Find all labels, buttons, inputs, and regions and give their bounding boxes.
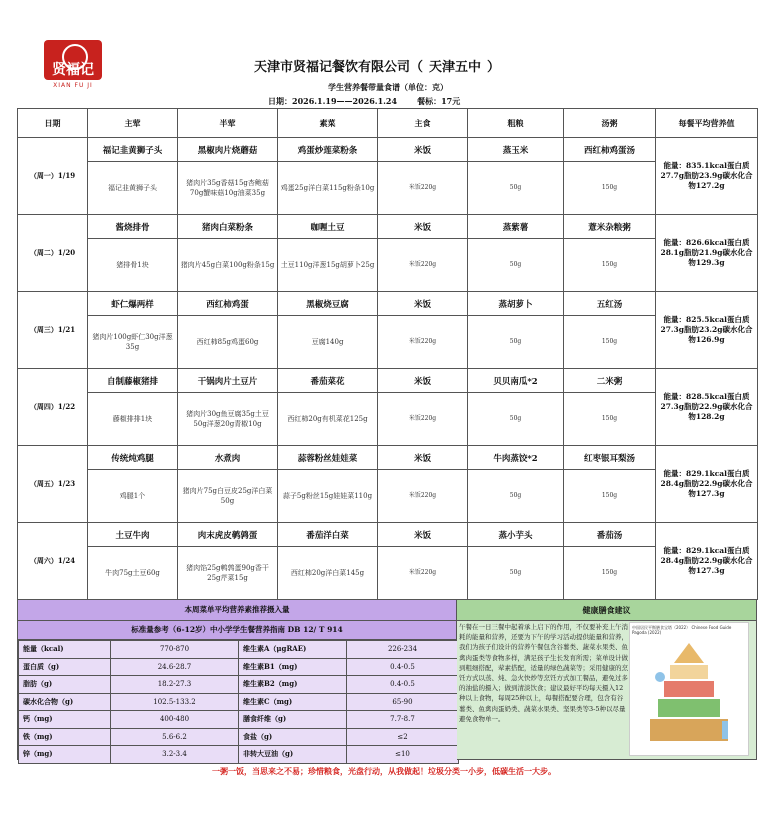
day-date: （周四）1/22 [18,369,88,446]
nutrient-range: 65-90 [347,693,459,711]
day-date: （周二）1/20 [18,215,88,292]
menu-table [17,108,758,600]
logo-badge [44,40,102,80]
day-nutrition: 能量：825.5kcal蛋白质27.3g脂肪23.2g碳水化合物126.9g [656,292,758,369]
day-date: （周五）1/23 [18,446,88,523]
nutrition-standard-table [18,640,459,764]
page-title [248,56,500,75]
col-header-coarse-grain: 粗粮 [468,109,564,138]
ingredient-coarse-grain: 50g [468,470,564,523]
standard-row [19,746,459,764]
dish-coarse-grain: 蒸紫薯 [468,215,564,239]
ingredient-coarse-grain: 50g [468,393,564,446]
menu-body [18,138,758,600]
title-company: 天津市贤福记餐饮有限公司（ [254,60,424,75]
day-nutrition: 能量：829.1kcal蛋白质28.4g脂肪22.9g碳水化合物127.3g [656,446,758,523]
nutrient-range: 0.4-0.5 [347,676,459,694]
dish-staple: 米饭 [378,523,468,547]
dish-half-meat: 黑椒肉片烧蘑菇 [178,138,278,162]
ingredient-coarse-grain: 50g [468,162,564,215]
ingredient-soup: 150g [564,470,656,523]
dish-vegetable: 鸡蛋炒莲菜粉条 [278,138,378,162]
nutrient-label: 维生素A（μgRAE) [239,641,347,659]
dish-soup: 番茄汤 [564,523,656,547]
ingredient-half-meat: 西红柿85g鸡蛋60g [178,316,278,369]
day-ingredient-row [18,470,758,523]
nutrient-label: 维生素B1（mg) [239,658,347,676]
dish-vegetable: 蒜蓉粉丝娃娃菜 [278,446,378,470]
standard-heading: 本周菜单平均营养素推荐摄入量 [18,600,456,621]
nutrition-standard-panel [17,599,457,760]
page-subtitle: 学生营养餐带量食谱（单位：克） [328,82,448,92]
day-nutrition: 能量：828.5kcal蛋白质27.3g脂肪22.9g碳水化合物128.2g [656,369,758,446]
title-school: 天津五中 [429,60,482,75]
dish-vegetable: 咖喱土豆 [278,215,378,239]
nutrient-range: 102.5-133.2 [111,693,239,711]
dish-soup: 红枣银耳梨汤 [564,446,656,470]
day-dish-row [18,292,758,316]
day-nutrition: 能量：829.1kcal蛋白质28.4g脂肪22.9g碳水化合物127.3g [656,523,758,600]
ingredient-main-meat: 藤椒排排1块 [88,393,178,446]
nutrient-label: 钙（mg) [19,711,111,729]
ingredient-half-meat: 猪肉片45g白菜100g粉条15g [178,239,278,292]
menu-header-row [18,109,758,138]
dish-vegetable: 番茄菜花 [278,369,378,393]
dish-coarse-grain: 蒸小芋头 [468,523,564,547]
day-dish-row [18,369,758,393]
nutrient-range: 0.4-0.5 [347,658,459,676]
nutrition-standard-body [19,641,459,764]
dish-vegetable: 番茄洋白菜 [278,523,378,547]
nutrient-label: 非转大豆油（g) [239,746,347,764]
ingredient-main-meat: 牛肉75g土豆60g [88,547,178,600]
dish-half-meat: 猪肉白菜粉条 [178,215,278,239]
nutrient-label: 维生素C（mg) [239,693,347,711]
ingredient-soup: 150g [564,316,656,369]
day-dish-row [18,138,758,162]
col-header-vegetable: 素菜 [278,109,378,138]
bottom-section [17,599,757,760]
ingredient-coarse-grain: 50g [468,316,564,369]
dish-main-meat: 自制藤椒猪排 [88,369,178,393]
nutrient-label: 碳水化合物（g) [19,693,111,711]
ingredient-half-meat: 猪肉片75g白豆皮25g洋白菜50g [178,470,278,523]
day-ingredient-row [18,162,758,215]
ingredient-half-meat: 猪肉片30g鱼豆腐35g土豆50g洋葱20g青椒10g [178,393,278,446]
pagoda-illustration-icon [630,637,748,755]
ingredient-coarse-grain: 50g [468,239,564,292]
col-header-half-meat: 半荤 [178,109,278,138]
logo-subtext: XIAN FU JI [53,82,93,89]
ingredient-vegetable: 西红柿20g洋白菜145g [278,547,378,600]
ingredient-coarse-grain: 50g [468,547,564,600]
standard-row [19,658,459,676]
nutrient-range: 400-480 [111,711,239,729]
dish-main-meat: 酱烧排骨 [88,215,178,239]
ingredient-half-meat: 猪肉馅25g鹌鹑蛋90g香干25g芹菜15g [178,547,278,600]
nutrient-label: 铁（mg) [19,728,111,746]
day-date: （周三）1/21 [18,292,88,369]
dish-coarse-grain: 牛肉蒸饺*2 [468,446,564,470]
dish-coarse-grain: 蒸玉米 [468,138,564,162]
dish-staple: 米饭 [378,446,468,470]
nutrient-range: ≤2 [347,728,459,746]
diet-advice-panel [457,599,757,760]
ingredient-soup: 150g [564,239,656,292]
meal-cost: 餐标：17元 [417,96,461,106]
dish-staple: 米饭 [378,369,468,393]
ingredient-main-meat: 鸡腿1个 [88,470,178,523]
logo-text: 贤福记 [52,62,94,78]
dish-half-meat: 干锅肉片土豆片 [178,369,278,393]
ingredient-main-meat: 福记韭黄狮子头 [88,162,178,215]
col-header-date: 日期 [18,109,88,138]
ingredient-staple: 米饭220g [378,470,468,523]
advice-heading: 健康膳食建议 [457,600,756,621]
standard-row [19,728,459,746]
date-line [268,96,460,107]
dish-staple: 米饭 [378,138,468,162]
ingredient-soup: 150g [564,162,656,215]
nutrient-label: 脂肪（g) [19,676,111,694]
nutrient-label: 维生素B2（mg) [239,676,347,694]
dish-half-meat: 水煮肉 [178,446,278,470]
nutrient-range: 3.2-3.4 [111,746,239,764]
dish-soup: 薏米杂粮粥 [564,215,656,239]
day-ingredient-row [18,239,758,292]
ingredient-staple: 米饭220g [378,547,468,600]
nutrient-range: 18.2-27.3 [111,676,239,694]
dish-main-meat: 土豆牛肉 [88,523,178,547]
dish-soup: 二米粥 [564,369,656,393]
ingredient-half-meat: 猪肉片35g香菇15g杏鲍菇70g蟹味菇10g油菜35g [178,162,278,215]
title-end: ） [487,60,501,75]
food-pagoda-image [629,622,749,756]
day-dish-row [18,523,758,547]
advice-text: 午餐在一日三餐中起着承上启下的作用，不仅要补充上午消耗的能量和营养，还要为下午的学习活动提供能量和营养，我们为孩子们设计的营养午餐包含谷薯类、蔬菜水果类、鱼禽肉蛋类等食物多样，满足孩子生长发育所需；菜单设计做到粗细搭配，荤素搭配，适量的绿色蔬菜等；采用健康的烹饪方式以蒸、炖、急火快炒等烹饪方式加工餐品，避免过多的油盐的摄入；做到清淡饮食；建议最好平均每天摄入12种以上食物，每周25种以上，每餐搭配要合理，包含有谷薯类、鱼禽肉蛋奶类、蔬菜水果类、坚果类等3-5种以尽量避免食物单一。 [459,623,628,723]
dish-soup: 西红柿鸡蛋汤 [564,138,656,162]
day-ingredient-row [18,547,758,600]
footer-slogan: 一粥一饭，当思来之不易；珍惜粮食，光盘行动，从我做起！垃圾分类一小步，低碳生活一大步。 [212,766,556,776]
day-nutrition: 能量：835.1kcal蛋白质27.7g脂肪23.9g碳水化合物127.2g [656,138,758,215]
company-logo [44,40,104,102]
dish-half-meat: 肉末虎皮鹌鹑蛋 [178,523,278,547]
col-header-staple: 主食 [378,109,468,138]
day-ingredient-row [18,393,758,446]
nutrient-label: 蛋白质（g) [19,658,111,676]
col-header-nutrition: 每餐平均营养值 [656,109,758,138]
dish-staple: 米饭 [378,292,468,316]
ingredient-staple: 米饭220g [378,162,468,215]
date-range: 日期：2026.1.19——2026.1.24 [268,96,398,106]
dish-coarse-grain: 贝贝南瓜*2 [468,369,564,393]
standard-row [19,676,459,694]
nutrient-range: 5.6-6.2 [111,728,239,746]
dish-soup: 五红汤 [564,292,656,316]
dish-staple: 米饭 [378,215,468,239]
day-dish-row [18,215,758,239]
ingredient-main-meat: 猪肉片100g虾仁30g洋葱35g [88,316,178,369]
dish-main-meat: 福记韭黄狮子头 [88,138,178,162]
ingredient-vegetable: 蒜子5g粉丝15g娃娃菜110g [278,470,378,523]
dish-coarse-grain: 蒸胡萝卜 [468,292,564,316]
day-ingredient-row [18,316,758,369]
ingredient-vegetable: 豆腐140g [278,316,378,369]
nutrient-range: 770-870 [111,641,239,659]
ingredient-staple: 米饭220g [378,316,468,369]
dish-vegetable: 黑椒烧豆腐 [278,292,378,316]
day-date: （周一）1/19 [18,138,88,215]
ingredient-soup: 150g [564,393,656,446]
nutrient-range: 226-234 [347,641,459,659]
nutrient-range: ≤10 [347,746,459,764]
standard-row [19,711,459,729]
day-date: （周六）1/24 [18,523,88,600]
pagoda-caption: 中国居民平衡膳食宝塔（2022） Chinese Food Guide Pagoda (2022) [632,625,732,635]
dish-main-meat: 传统炖鸡腿 [88,446,178,470]
ingredient-main-meat: 猪排骨1块 [88,239,178,292]
standard-row [19,693,459,711]
nutrient-label: 食盐（g) [239,728,347,746]
nutrient-range: 24.6-28.7 [111,658,239,676]
ingredient-vegetable: 鸡蛋25g洋白菜115g粉条10g [278,162,378,215]
dish-half-meat: 西红柿鸡蛋 [178,292,278,316]
standard-subheading: 标准量参考（6-12岁）中小学学生餐营养指南 DB 12/ T 914 [18,621,456,640]
ingredient-staple: 米饭220g [378,393,468,446]
nutrient-range: 7.7-8.7 [347,711,459,729]
ingredient-staple: 米饭220g [378,239,468,292]
standard-row [19,641,459,659]
ingredient-soup: 150g [564,547,656,600]
ingredient-vegetable: 土豆110g洋葱15g胡萝卜25g [278,239,378,292]
ingredient-vegetable: 西红柿20g有机菜花125g [278,393,378,446]
day-dish-row [18,446,758,470]
nutrient-label: 能量（kcal) [19,641,111,659]
nutrient-label: 锌（mg) [19,746,111,764]
dish-main-meat: 虾仁爆两样 [88,292,178,316]
nutrient-label: 膳食纤维（g) [239,711,347,729]
col-header-main-meat: 主荤 [88,109,178,138]
day-nutrition: 能量：826.6kcal蛋白质28.1g脂肪21.9g碳水化合物129.3g [656,215,758,292]
col-header-soup: 汤粥 [564,109,656,138]
